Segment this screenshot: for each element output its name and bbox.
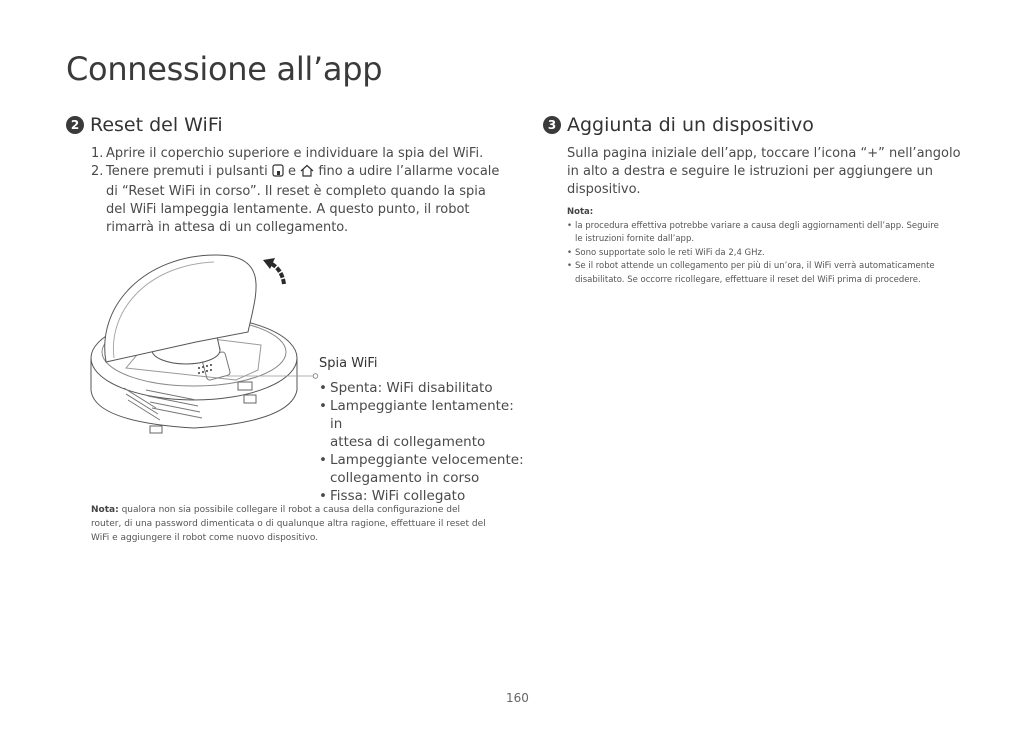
- section-reset-title: Reset del WiFi: [90, 114, 223, 136]
- list-item: • Fissa: WiFi collegato: [319, 488, 466, 504]
- body-text: Sulla pagina iniziale dell’app, toccare l’icona “+” nell’angolo: [567, 146, 961, 161]
- dock-button-icon: [272, 164, 284, 183]
- step-text: Tenere premuti i pulsanti: [106, 164, 268, 179]
- note-text: router, di una password dimenticata o di qualunque altra ragione, effettuare il reset del: [91, 519, 486, 529]
- list-item: • la procedura effettiva potrebbe variare a causa degli aggiornamenti dell’app. Seguire le istruzioni fornite dall’app.: [567, 220, 939, 244]
- wifi-indicator-label: Spia WiFi: [319, 356, 378, 371]
- step-text: fino a udire l’allarme vocale: [318, 164, 500, 179]
- list-item: • Lampeggiante lentamente: in attesa di collegamento: [319, 398, 514, 450]
- section-add-title: Aggiunta di un dispositivo: [567, 114, 814, 136]
- add-device-notes: [567, 206, 977, 287]
- page-title: Connessione all’app: [66, 50, 383, 88]
- reset-step-2: [91, 163, 511, 237]
- step-text: e: [288, 164, 297, 179]
- note-text: WiFi e aggiungere il robot come nuovo dispositivo.: [91, 533, 319, 543]
- note-text: qualora non sia possibile collegare il robot a causa della configurazione del: [121, 505, 461, 515]
- list-item: • Se il robot attende un collegamento per più di un’ora, il WiFi verrà automaticamente disabilitato. Se occorre ricollegare, effettuare il reset del WiFi prima di procedere.: [567, 261, 935, 285]
- body-text: dispositivo.: [567, 182, 641, 197]
- reset-step-1: [91, 145, 511, 163]
- open-lid-arrow-icon: [262, 255, 292, 291]
- section-reset-heading: [66, 114, 223, 136]
- step-text: del WiFi lampeggia lentamente. A questo punto, il robot: [106, 202, 470, 217]
- reset-steps: [91, 145, 511, 237]
- wifi-callout-line: [225, 364, 320, 383]
- step-number-badge: 3: [543, 116, 561, 134]
- note-label: Nota:: [567, 207, 594, 217]
- page-number: 160: [506, 691, 529, 705]
- step-number: 1.: [91, 146, 104, 161]
- wifi-indicator-list: [319, 379, 529, 505]
- body-text: in alto a destra e seguire le istruzioni per aggiungere un: [567, 164, 933, 179]
- list-item: • Lampeggiante velocemente: collegamento in corso: [319, 452, 524, 486]
- add-device-text: [567, 145, 987, 199]
- list-item: • Sono supportate solo le reti WiFi da 2,4 GHz.: [567, 247, 765, 258]
- note-label: Nota:: [91, 505, 119, 515]
- list-item: • Spenta: WiFi disabilitato: [319, 380, 493, 396]
- step-text: Aprire il coperchio superiore e individuare la spia del WiFi.: [106, 146, 484, 161]
- step-number: 2.: [91, 164, 104, 179]
- step-number-badge: 2: [66, 116, 84, 134]
- reset-note: [91, 503, 511, 545]
- step-text: rimarrà in attesa di un collegamento.: [106, 220, 349, 235]
- step-text: di “Reset WiFi in corso”. Il reset è completo quando la spia: [106, 184, 486, 199]
- home-icon: [300, 164, 314, 183]
- section-add-heading: [543, 114, 814, 136]
